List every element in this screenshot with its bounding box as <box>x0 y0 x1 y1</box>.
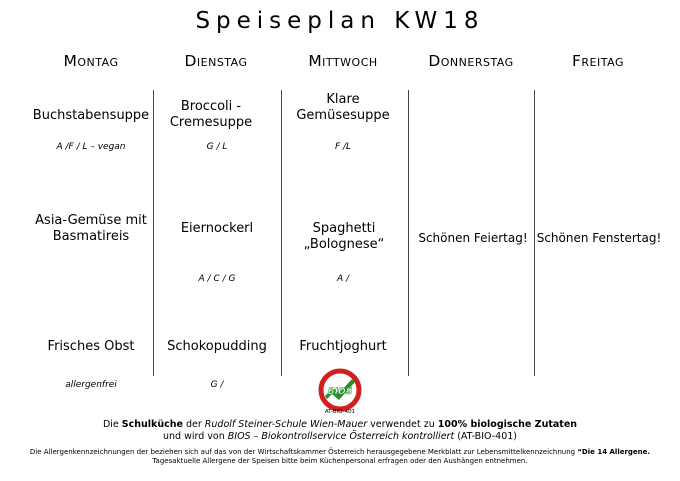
allergen-disclaimer: Die Allergenkennzeichnungen der beziehen sich auf das von der Wirtschaftskammer Österreich herausgegebene Merkblatt zur Lebensmittelkennzeichnung “Die 14 Allergene. Tagesaktuelle Allergene der Speisen bitte beim Küchenpersonal erfragen oder den Aushängen entnehmen. <box>29 448 651 465</box>
allergens-main-tuesday: A / C / G <box>198 274 236 284</box>
allergens-dessert-tuesday: G / <box>210 380 224 390</box>
column-divider <box>281 90 282 376</box>
main-wednesday: Spaghetti „Bolognese“ <box>303 221 385 252</box>
allergens-soup-wednesday: F /L <box>334 142 352 152</box>
allergens-soup-tuesday: G / L <box>206 142 228 152</box>
dessert-tuesday: Schokopudding <box>167 339 267 354</box>
day-header-friday: Freitag <box>572 52 624 70</box>
allergens-dessert-monday: allergenfrei <box>65 380 117 390</box>
dessert-monday: Frisches Obst <box>47 339 135 354</box>
dessert-wednesday: Fruchtjoghurt <box>299 339 387 354</box>
soup-tuesday: Broccoli - Cremesuppe <box>169 99 253 130</box>
day-header-thursday: Donnerstag <box>428 52 514 70</box>
main-friday: Schönen Fenstertag! <box>536 231 662 245</box>
column-divider <box>408 90 409 376</box>
main-tuesday: Eiernockerl <box>180 221 254 236</box>
bios-logo-caption: AT-BIO-401 <box>324 409 356 415</box>
day-header-wednesday: Mittwoch <box>308 52 378 70</box>
soup-wednesday: Klare Gemüsesuppe <box>296 92 390 123</box>
day-header-tuesday: Dienstag <box>184 52 248 70</box>
page-title: Speiseplan KW18 <box>195 8 485 34</box>
day-header-monday: Montag <box>63 52 119 70</box>
allergens-soup-monday: A /F / L – vegan <box>56 142 126 152</box>
main-thursday: Schönen Feiertag! <box>418 231 528 245</box>
soup-monday: Buchstabensuppe <box>32 108 150 123</box>
allergens-main-wednesday: A / <box>336 274 350 284</box>
main-monday: Asia-Gemüse mit Basmatireis <box>35 213 147 244</box>
bios-logo-text: BIOS <box>327 387 353 397</box>
footer-note: Die Schulküche der Rudolf Steiner-Schule Wien-Mauer verwendet zu 100% biologische Zutaten und wird von BIOS – Biokontrollservice Österreich kontrolliert (AT-BIO-401) <box>102 419 578 442</box>
